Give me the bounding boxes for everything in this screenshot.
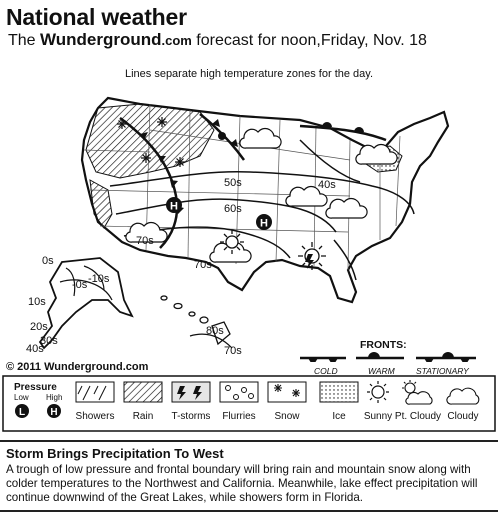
forecast-subtitle [8,30,427,50]
temp-label: 50s [224,177,242,189]
page-title: National weather [6,4,187,30]
map-note: Lines separate high temperature zones for the day. [124,68,374,80]
temp-label: 60s [224,203,242,215]
high-pressure-center [256,214,272,230]
high-pressure-center [166,197,182,213]
warm-front-label: WARM [368,366,395,376]
stationary-front-legend [416,352,476,362]
alaska-temp-label: -10s [88,273,110,285]
legend-label-sunny: Sunny [363,411,393,422]
cloudy-icon [447,388,479,404]
warm-front-legend [356,352,404,358]
subtitle-prefix: The [8,32,41,49]
svg-text:H: H [170,200,178,213]
flurries-icon [220,382,258,402]
svg-text:H: H [50,407,58,418]
alaska-temp-label: 30s [40,335,58,347]
legend-label-rain: Rain [132,411,154,422]
brand-domain: .com [161,33,192,48]
pressure-low-label: Low [14,393,29,402]
hawaii-temp-label: 80s [206,325,224,337]
low-pressure-icon [15,404,29,418]
legend-label-snow: Snow [274,411,300,422]
pressure-heading: Pressure [14,382,57,393]
ice-icon [320,382,358,402]
brand-name: Wunderground [40,30,162,49]
alaska-temp-label: 10s [28,296,46,308]
stationary-front-label: STATIONARY [416,366,469,376]
alaska-temp-label: -0s [72,279,88,291]
snow-icon [268,382,306,402]
alaska-temp-label: 20s [30,321,48,333]
copyright: © 2011 Wunderground.com [6,361,149,373]
alaska-temp-label: 0s [42,255,54,267]
legend-label-ice: Ice [332,411,346,422]
svg-text:H: H [260,217,268,230]
temp-label: 70s [194,259,212,271]
forecast-date: forecast for noon,Friday, Nov. 18 [191,32,427,49]
weather-legend [0,375,498,437]
alaska-temp-label: 40s [26,343,44,355]
temp-label: 40s [318,179,336,191]
cold-front-legend [300,358,346,362]
fronts-heading: FRONTS: [360,339,407,351]
legend-label-cloudy: Cloudy [447,411,479,422]
us-weather-map [0,82,498,362]
story-divider [0,440,498,442]
legend-label-showers: Showers [75,411,115,422]
story-body: A trough of low pressure and frontal boundary will bring rain and mountain snow along with colder temperatures to the Northwest and California. Meanwhile, lake effect precipitation will continue downwind of the Great Lakes, while showers form in Florida. [6,463,478,504]
t-storms-icon [172,382,210,402]
cold-front-label: COLD [314,366,338,376]
rain-icon [124,382,162,402]
pressure-high-label: High [46,393,63,402]
story-headline: Storm Brings Precipitation To West [6,446,224,461]
high-pressure-icon [47,404,61,418]
legend-label-partly-cloudy: Pt. Cloudy [394,411,442,422]
svg-text:L: L [18,407,26,418]
legend-label-flurries: Flurries [222,411,256,422]
hawaii-temp-label: 70s [224,345,242,357]
legend-label-t-storms: T-storms [171,411,211,422]
temp-label: 70s [136,235,154,247]
